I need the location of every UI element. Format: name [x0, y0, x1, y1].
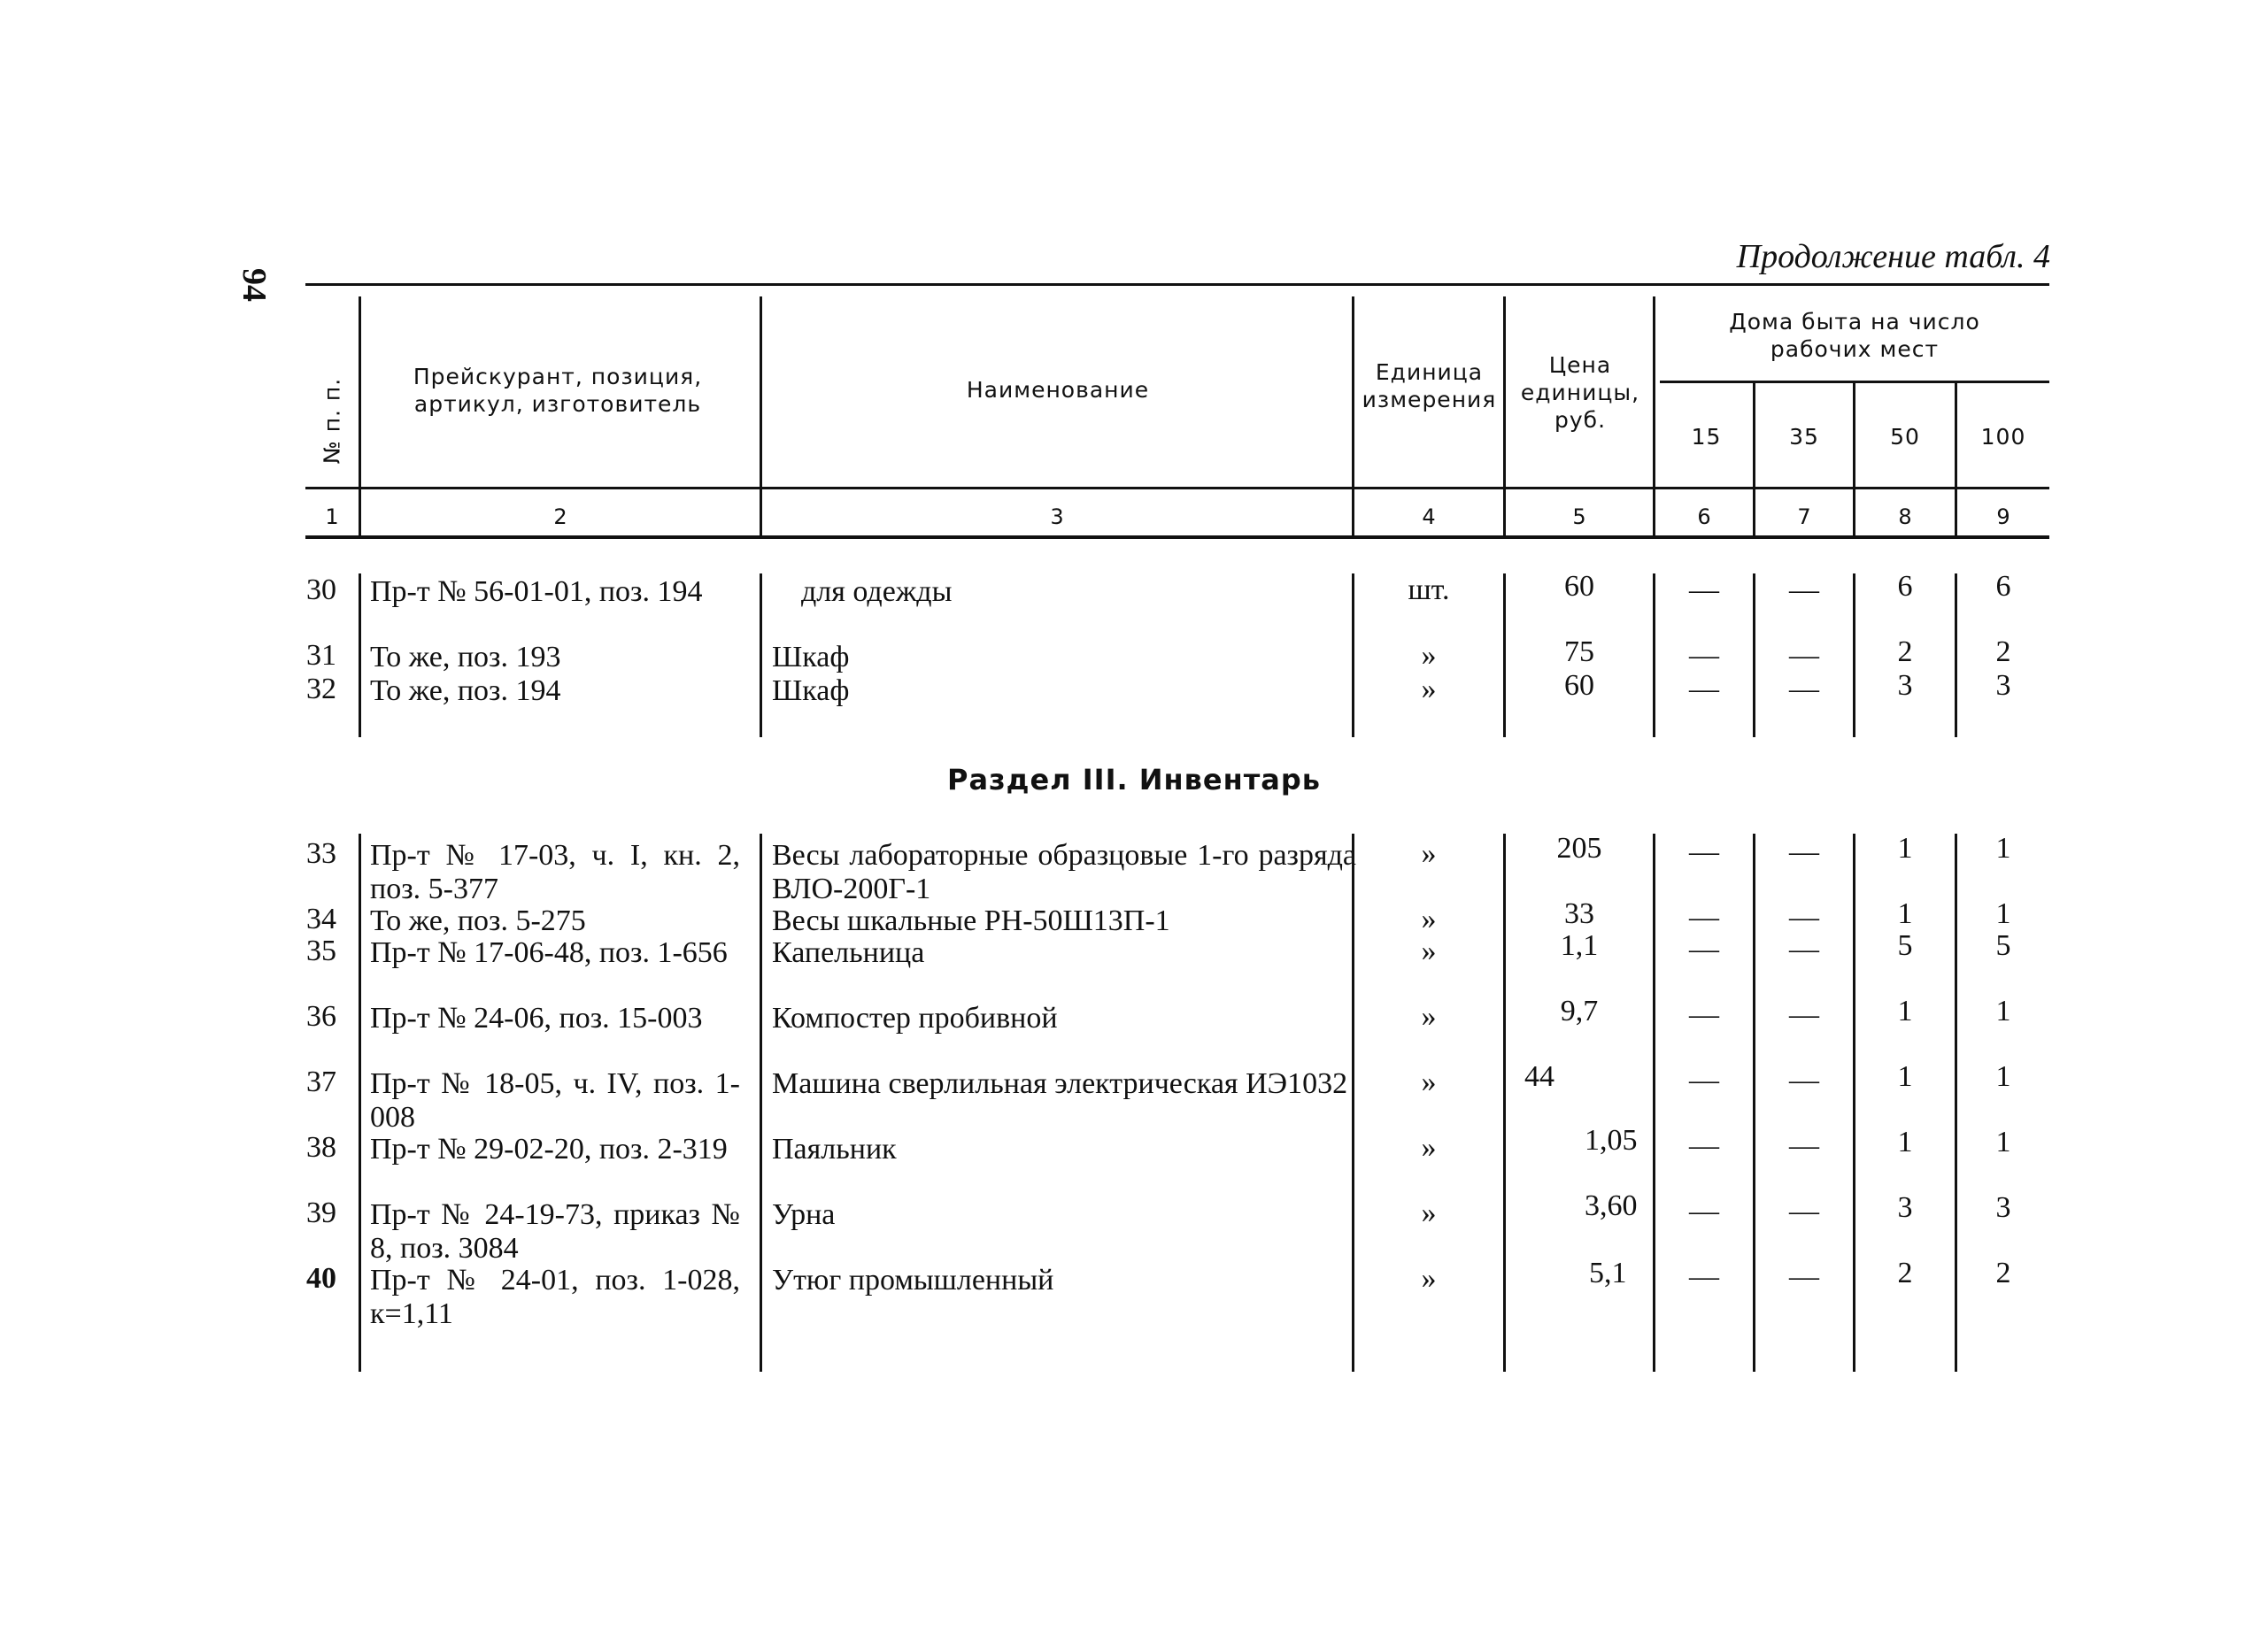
header-source: Прейскурант, позиция, артикул, изготовитель	[413, 364, 703, 417]
row-number: 30	[306, 573, 336, 606]
places-35-cell: —	[1789, 933, 1819, 966]
body-divider	[760, 573, 762, 737]
source-cell: То же, поз. 194	[370, 674, 561, 707]
header-group: Дома быта на число рабочих мест	[1729, 309, 1980, 362]
row-number: 36	[306, 1000, 336, 1033]
price-cell: 60	[1564, 669, 1594, 702]
body-divider	[359, 573, 361, 737]
price-cell: 75	[1564, 635, 1594, 668]
header-divider	[1653, 296, 1655, 535]
places-100-cell: 3	[1995, 669, 2011, 702]
price-cell: 3,60	[1585, 1189, 1638, 1222]
price-cell: 60	[1564, 570, 1594, 603]
column-numbers-rule	[305, 535, 2049, 539]
unit-cell: »	[1421, 1262, 1437, 1295]
unit-cell: »	[1421, 1066, 1437, 1098]
places-100-cell: 1	[1995, 1060, 2011, 1093]
column-number: 8	[1898, 504, 1912, 529]
unit-cell: »	[1421, 1197, 1437, 1229]
column-number: 6	[1697, 504, 1711, 529]
unit-cell: шт.	[1408, 573, 1450, 606]
unit-cell: »	[1421, 1131, 1437, 1164]
row-number: 31	[306, 639, 336, 672]
name-cell: Весы лабораторные образцовые 1-го разряда ВЛО-200Г-1	[772, 839, 1356, 905]
price-cell: 44	[1524, 1060, 1554, 1093]
row-number: 37	[306, 1066, 336, 1098]
column-number: 7	[1797, 504, 1811, 529]
source-cell: Пр-т № 24-06, поз. 15-003	[370, 1002, 703, 1035]
source-cell: Пр-т № 17-06-48, поз. 1-656	[370, 936, 728, 969]
places-100-cell: 3	[1995, 1191, 2011, 1224]
places-35-cell: —	[1789, 1129, 1819, 1162]
places-50-cell: 6	[1897, 570, 1913, 603]
row-number: 33	[306, 837, 336, 870]
column-number: 1	[325, 504, 339, 529]
places-15-cell: —	[1689, 1195, 1719, 1227]
name-cell: Паяльник	[772, 1133, 897, 1166]
price-cell: 9,7	[1560, 995, 1599, 1027]
table-caption: Продолжение табл. 4	[1736, 238, 2050, 275]
header-divider	[1352, 296, 1354, 535]
unit-cell: »	[1421, 639, 1437, 672]
price-cell: 33	[1564, 897, 1594, 930]
places-15-cell: —	[1689, 1260, 1719, 1293]
unit-cell: »	[1421, 935, 1437, 967]
header-top-rule	[305, 283, 2049, 286]
unit-cell: »	[1421, 837, 1437, 870]
places-35-cell: —	[1789, 998, 1819, 1031]
header-name: Наименование	[966, 377, 1150, 403]
source-cell: То же, поз. 193	[370, 641, 561, 673]
price-cell: 205	[1556, 832, 1602, 865]
price-cell: 5,1	[1589, 1257, 1627, 1289]
source-cell: То же, поз. 5-275	[370, 904, 586, 937]
places-35-cell: —	[1789, 835, 1819, 868]
name-cell: Утюг промышленный	[772, 1264, 1054, 1297]
price-cell: 1,1	[1560, 929, 1599, 962]
body-divider	[359, 834, 361, 1372]
places-15-cell: —	[1689, 835, 1719, 868]
column-number: 9	[1996, 504, 2010, 529]
header-row-number: № п. п.	[319, 377, 345, 465]
body-divider	[760, 834, 762, 1372]
places-100-cell: 2	[1995, 635, 2011, 668]
unit-cell: »	[1421, 673, 1437, 705]
places-15-cell: —	[1689, 673, 1719, 705]
header-places-15: 15	[1691, 424, 1722, 450]
page-number: 94	[235, 268, 273, 302]
places-15-cell: —	[1689, 998, 1719, 1031]
places-15-cell: —	[1689, 1064, 1719, 1097]
source-cell: Пр-т № 29-02-20, поз. 2-319	[370, 1133, 728, 1166]
places-15-cell: —	[1689, 573, 1719, 606]
header-places-50: 50	[1890, 424, 1920, 450]
section-title: Раздел III. Инвентарь	[946, 763, 1321, 796]
source-cell: Пр-т № 17-03, ч. I, кн. 2, поз. 5-377	[370, 839, 740, 905]
source-cell: Пр-т № 24-01, поз. 1-028, к=1,11	[370, 1264, 740, 1330]
places-50-cell: 5	[1897, 929, 1913, 962]
places-15-cell: —	[1689, 639, 1719, 672]
places-100-cell: 2	[1995, 1257, 2011, 1289]
name-cell: Капельница	[772, 936, 925, 969]
row-number: 38	[306, 1131, 336, 1164]
places-15-cell: —	[1689, 1129, 1719, 1162]
places-35-cell: —	[1789, 901, 1819, 934]
header-unit: Единица измерения	[1362, 359, 1497, 412]
places-50-cell: 1	[1897, 897, 1913, 930]
header-divider	[760, 296, 762, 535]
column-number: 2	[553, 504, 567, 529]
row-number: 32	[306, 673, 336, 705]
header-price: Цена единицы, руб.	[1520, 352, 1640, 433]
places-50-cell: 3	[1897, 669, 1913, 702]
name-cell: для одежды	[801, 575, 953, 608]
header-divider	[1503, 296, 1506, 535]
name-cell: Шкаф	[772, 641, 850, 673]
name-cell: Компостер пробивной	[772, 1002, 1058, 1035]
column-number: 3	[1050, 504, 1064, 529]
header-bottom-rule	[305, 487, 2049, 489]
name-cell: Машина сверлильная электрическая ИЭ1032	[772, 1067, 1348, 1100]
header-places-35: 35	[1789, 424, 1819, 450]
places-35-cell: —	[1789, 639, 1819, 672]
places-100-cell: 6	[1995, 570, 2011, 603]
places-50-cell: 1	[1897, 1126, 1913, 1158]
row-number: 34	[306, 903, 336, 935]
column-number: 5	[1572, 504, 1586, 529]
source-cell: Пр-т № 18-05, ч. IV, поз. 1-008	[370, 1067, 740, 1134]
places-50-cell: 3	[1897, 1191, 1913, 1224]
places-35-cell: —	[1789, 1195, 1819, 1227]
places-15-cell: —	[1689, 901, 1719, 934]
price-cell: 1,05	[1585, 1124, 1638, 1157]
name-cell: Весы шкальные РН-50Ш13П-1	[772, 904, 1170, 937]
source-cell: Пр-т № 56-01-01, поз. 194	[370, 575, 703, 608]
places-35-cell: —	[1789, 573, 1819, 606]
source-cell: Пр-т № 24-19-73, приказ № 8, поз. 3084	[370, 1198, 740, 1265]
places-35-cell: —	[1789, 1064, 1819, 1097]
places-50-cell: 1	[1897, 1060, 1913, 1093]
places-50-cell: 2	[1897, 1257, 1913, 1289]
name-cell: Шкаф	[772, 674, 850, 707]
row-number: 40	[306, 1262, 336, 1295]
name-cell: Урна	[772, 1198, 836, 1231]
places-50-cell: 1	[1897, 832, 1913, 865]
header-places-100: 100	[1980, 424, 2026, 450]
unit-cell: »	[1421, 903, 1437, 935]
column-number: 4	[1422, 504, 1436, 529]
places-15-cell: —	[1689, 933, 1719, 966]
row-number: 39	[306, 1197, 336, 1229]
row-number: 35	[306, 935, 336, 967]
places-100-cell: 1	[1995, 832, 2011, 865]
unit-cell: »	[1421, 1000, 1437, 1033]
places-50-cell: 1	[1897, 995, 1913, 1027]
places-35-cell: —	[1789, 673, 1819, 705]
places-100-cell: 1	[1995, 1126, 2011, 1158]
places-100-cell: 5	[1995, 929, 2011, 962]
header-divider	[359, 296, 361, 535]
places-35-cell: —	[1789, 1260, 1819, 1293]
places-100-cell: 1	[1995, 897, 2011, 930]
places-100-cell: 1	[1995, 995, 2011, 1027]
places-50-cell: 2	[1897, 635, 1913, 668]
